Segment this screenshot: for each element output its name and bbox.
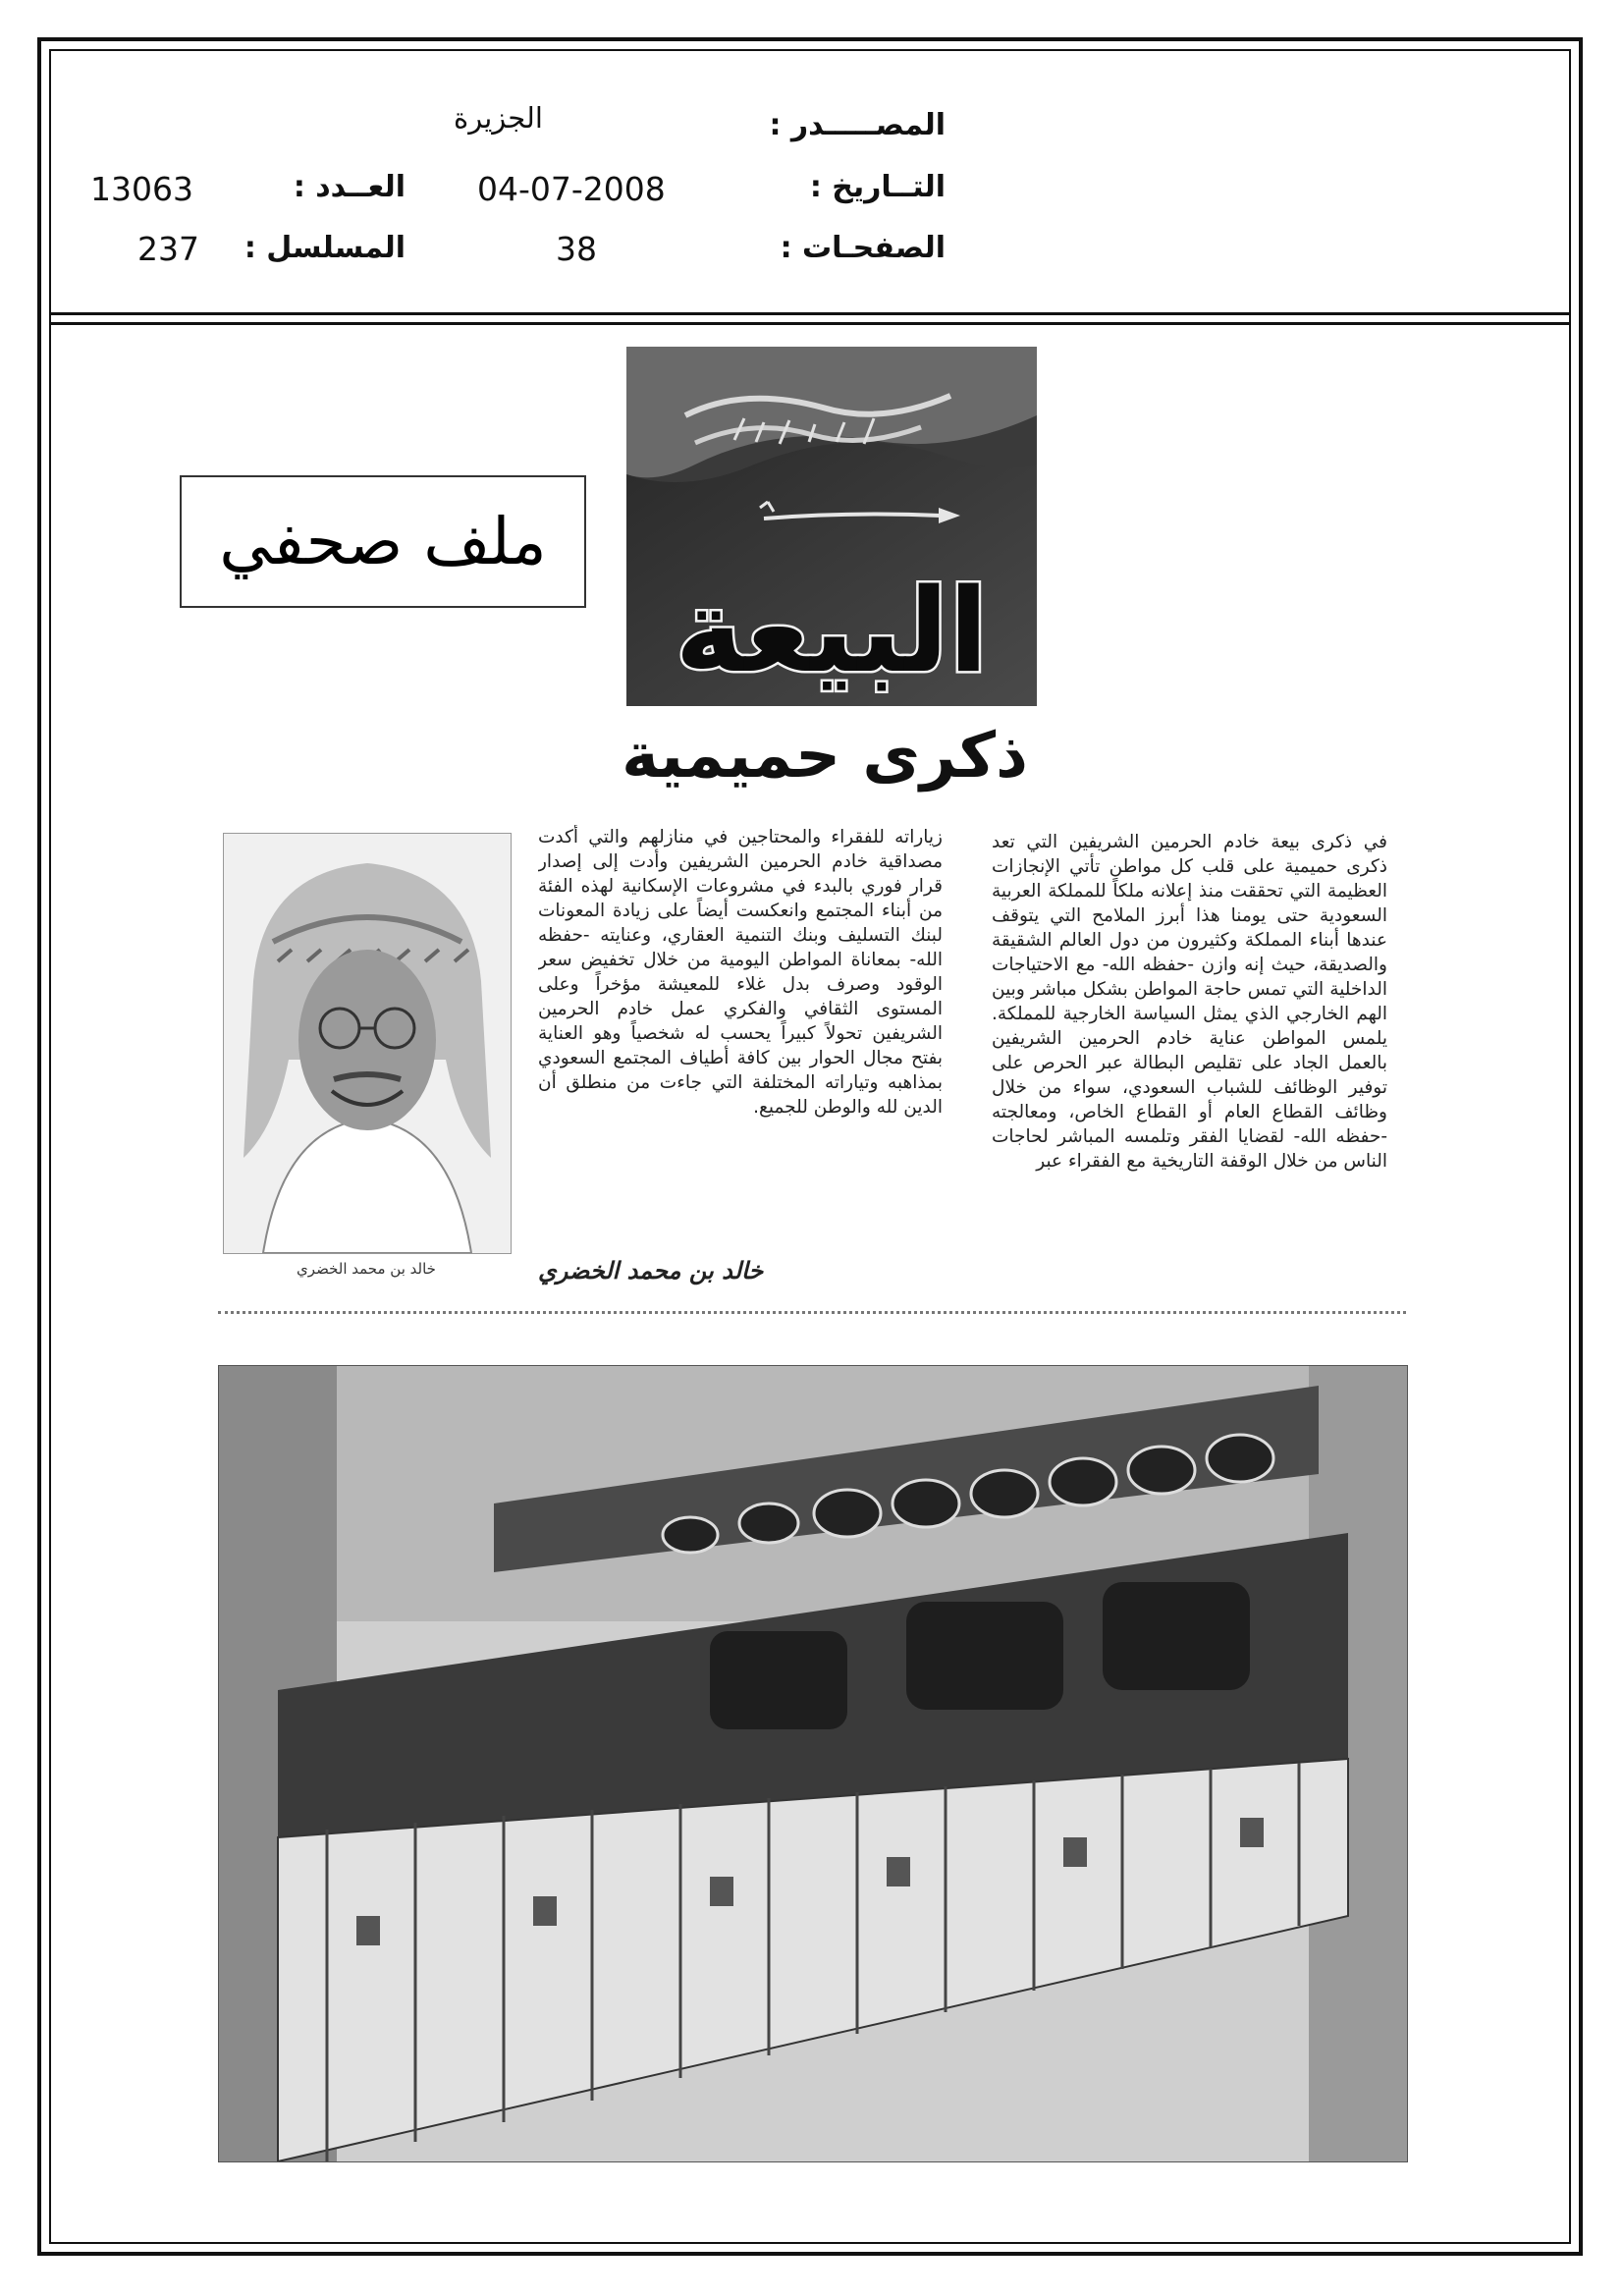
masthead-title-group bbox=[675, 563, 988, 698]
press-file-stamp-text: ملف صحفي bbox=[219, 504, 547, 579]
author-portrait-image bbox=[224, 834, 511, 1253]
factory-machinery-photo bbox=[218, 1365, 1408, 2162]
issue-value: 13063 bbox=[90, 170, 193, 208]
source-value: الجزيرة bbox=[454, 101, 543, 135]
pages-label: الصفحـات : bbox=[780, 231, 946, 265]
saudi-flag-image bbox=[626, 347, 1037, 706]
date-label: التــاريخ : bbox=[809, 170, 946, 204]
press-file-stamp bbox=[180, 475, 586, 608]
masthead-title: البيعة bbox=[675, 563, 989, 698]
masthead-graphic bbox=[626, 347, 1037, 706]
date-value: 04-07-2008 bbox=[477, 170, 666, 208]
header-divider bbox=[49, 312, 1571, 315]
pages-value: 38 bbox=[556, 230, 597, 268]
source-label: المصـــــدر : bbox=[769, 108, 946, 142]
article-column-right: في ذكرى بيعة خادم الحرمين الشريفين التي تعد ذكرى حميمية على قلب كل مواطن تأتي الإنجازات العظيمة التي تحققت منذ إعلانه ملكاً للمملكة العربية السعودية حتى يومنا هذا أبرز الملامح التي يتوقف عندها أبناء المملكة وكثيرون من دول العالم الشقيقة والصديقة، حيث إنه وازن -حفظه الله- مع الاحتياجات الداخلية التي تمس حاجة المواطن بشكل مباشر وبين الهم الخارجي الذي يمثل السياسة الخارجية للمملكة. يلمس المواطن عناية خادم الحرمين الشريفين بالعمل الجاد على تقليص البطالة عبر الحرص على توفير الوظائف للشباب السعودي، سواء من خلال وظائف القطاع العام أو القطاع الخاص، ومعالجته -حفظه الله- لقضايا الفقر وتلمسه المباشر لحاجات الناس من خلال الوقفة التاريخية مع الفقراء عبر bbox=[992, 832, 1387, 1172]
factory-machinery-image bbox=[219, 1366, 1407, 2161]
issue-label: العــدد : bbox=[293, 170, 406, 204]
portrait-caption: خالد بن محمد الخضري bbox=[297, 1260, 436, 1278]
section-separator bbox=[218, 1311, 1406, 1314]
author-portrait bbox=[223, 833, 512, 1254]
header-divider-inner bbox=[49, 322, 1571, 325]
article-column-left: زياراته للفقراء والمحتاجين في منازلهم والتي أكدت مصداقية خادم الحرمين الشريفين وأدت إلى إصدار قرار فوري بالبدء في مشروعات الإسكانية لهذه الفئة من أبناء المجتمع وانعكست أيضاً على زيادة المعونات لبنك التسليف وبنك التنمية العقاري، وعنايته -حفظه الله- بمعاناة المواطن اليومية من خلال تخفيض سعر الوقود وصرف بدل غلاء للمعيشة مؤخراً وعلى المستوى الثقافي والفكري عمل خادم الحرمين الشريفين تحولاً كبيراً يحسب له شخصياً وهو العناية بفتح مجال الحوار بين كافة أطياف المجتمع السعودي بمذاهبه وتياراته المختلفة التي جاءت من منطلق أن الدين لله والوطن للجميع. bbox=[538, 827, 943, 1118]
article-headline: ذكرى حميمية bbox=[622, 720, 1028, 793]
article-byline: خالد بن محمد الخضري bbox=[538, 1257, 764, 1285]
serial-value: 237 bbox=[137, 230, 199, 268]
serial-label: المسلسل : bbox=[243, 231, 406, 265]
